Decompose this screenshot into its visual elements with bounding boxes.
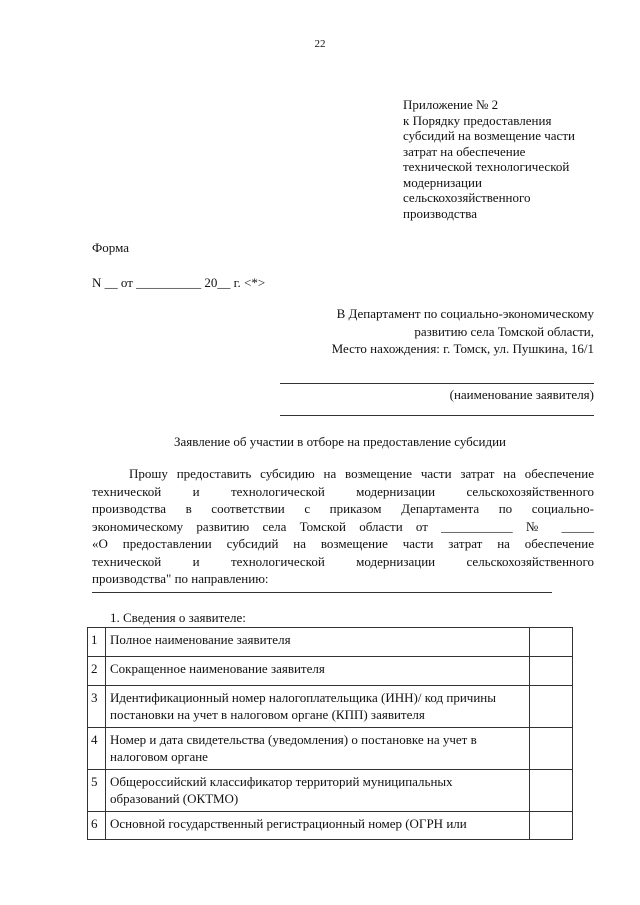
- recipient-line: Место нахождения: г. Томск, ул. Пушкина, 16/1: [331, 341, 594, 356]
- row-value-cell[interactable]: [530, 628, 573, 657]
- row-label: Сокращенное наименование заявителя: [106, 657, 530, 686]
- row-number: 3: [88, 686, 106, 728]
- body-line: экономическому развитию села Томской области от ___________ № _____: [92, 518, 594, 534]
- table-row: [88, 770, 573, 812]
- row-label: Идентификационный номер налогоплательщика (ИНН)/ код причины постановки на учет в налоговом органе (КПП) заявителя: [106, 686, 530, 728]
- appendix-line: производства: [403, 205, 478, 221]
- row-label: Номер и дата свидетельства (уведомления) о постановке на учет в налоговом органе: [106, 728, 530, 770]
- body-line: технической и технологической модернизации сельскохозяйственного: [92, 553, 594, 569]
- application-title: Заявление об участии в отборе на предоставление субсидии: [173, 434, 507, 449]
- appendix-line: Приложение № 2: [403, 97, 499, 112]
- recipient-line: В Департамент по социально-экономическому: [336, 306, 594, 321]
- table-row: [88, 657, 573, 686]
- recipient-line: развитию села Томской области,: [414, 323, 594, 339]
- section-title: 1. Сведения о заявителе:: [110, 610, 246, 625]
- applicant-caption: (наименование заявителя): [449, 387, 594, 402]
- page-number: 22: [314, 38, 326, 50]
- table-row: [88, 628, 573, 657]
- body-line: производства в соответствии с приказом Департамента по социально-: [92, 501, 594, 516]
- application-body: [92, 465, 594, 588]
- row-value-cell[interactable]: [530, 728, 573, 770]
- applicant-extra-line: [280, 415, 594, 416]
- applicant-info-table: [87, 627, 573, 840]
- row-number: 2: [88, 657, 106, 686]
- row-label: Общероссийский классификатор территорий муниципальных образований (ОКТМО): [106, 770, 530, 812]
- table-row: [88, 812, 573, 840]
- row-number: 4: [88, 728, 106, 770]
- body-line: технической и технологической модернизации сельскохозяйственного: [92, 483, 594, 499]
- appendix-line: сельскохозяйственного: [403, 190, 531, 205]
- table-row: [88, 728, 573, 770]
- document-number-line: N __ от __________ 20__ г. <*>: [92, 275, 266, 290]
- body-line: Прошу предоставить субсидию на возмещение части затрат на обеспечение: [129, 466, 594, 481]
- appendix-header: [403, 97, 618, 221]
- table-row: [88, 686, 573, 728]
- appendix-line: затрат на обеспечение: [403, 143, 526, 159]
- row-number: 5: [88, 770, 106, 812]
- row-value-cell[interactable]: [530, 770, 573, 812]
- appendix-line: технической технологической: [403, 159, 570, 174]
- row-value-cell[interactable]: [530, 657, 573, 686]
- row-label: Основной государственный регистрационный номер (ОГРН или: [106, 812, 530, 840]
- row-number: 1: [88, 628, 106, 657]
- row-label: Полное наименование заявителя: [106, 628, 530, 657]
- row-value-cell[interactable]: [530, 812, 573, 840]
- recipient-block: [332, 305, 594, 358]
- appendix-line: к Порядку предоставления: [403, 112, 552, 128]
- form-label: Форма: [92, 240, 129, 255]
- direction-fill-line: [92, 592, 552, 593]
- body-line: производства" по направлению:: [92, 571, 269, 586]
- appendix-line: субсидий на возмещение части: [403, 128, 575, 143]
- body-line: «О предоставлении субсидий на возмещение части затрат на обеспечение: [92, 536, 594, 551]
- row-number: 6: [88, 812, 106, 840]
- appendix-line: модернизации: [403, 174, 482, 190]
- applicant-name-line: [280, 383, 594, 384]
- row-value-cell[interactable]: [530, 686, 573, 728]
